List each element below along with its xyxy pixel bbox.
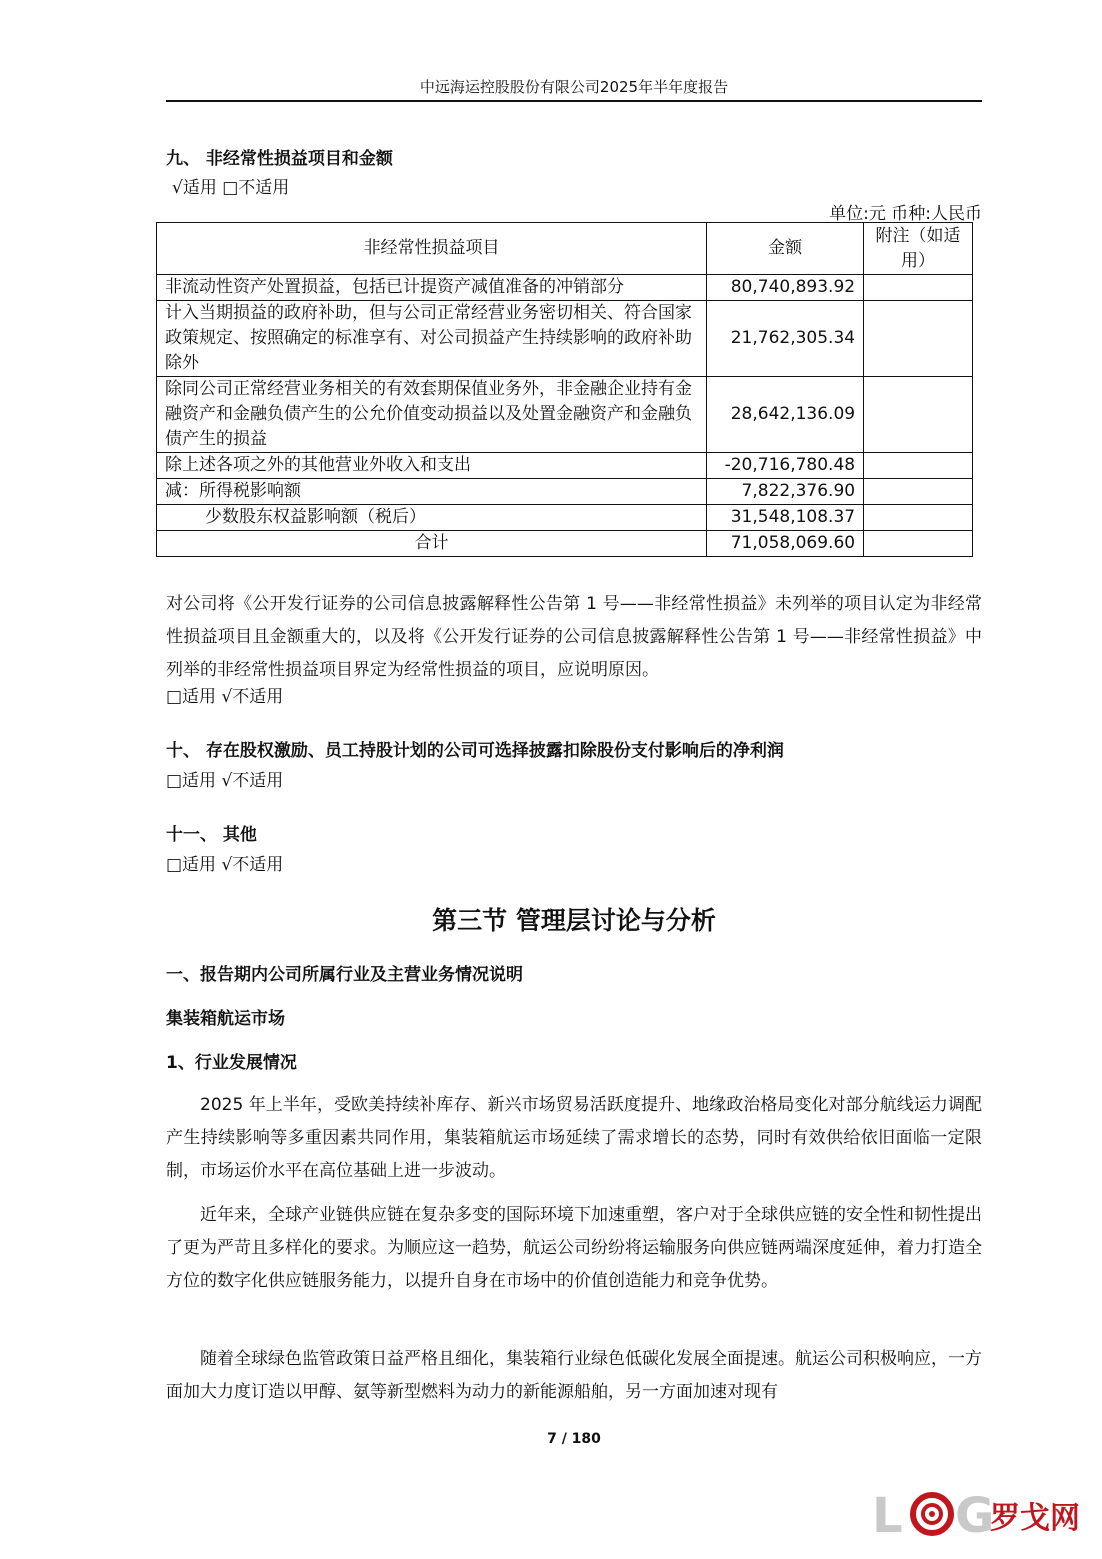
row-item: 除同公司正常经营业务相关的有效套期保值业务外，非金融企业持有金融资产和金融负债产生的公允价值变动损益以及处置金融资产和金融负债产生的损益 <box>157 377 707 453</box>
row-amount: -20,716,780.48 <box>707 453 864 479</box>
col-header-amount: 金额 <box>707 223 864 275</box>
row-amount: 80,740,893.92 <box>707 275 864 301</box>
row-item: 减：所得税影响额 <box>157 479 707 505</box>
unit-line: 单位:元 币种:人民币 <box>829 204 982 224</box>
row-note <box>864 301 973 377</box>
page-number: 7 / 180 <box>547 1431 601 1447</box>
section9-heading: 九、 非经常性损益项目和金额 <box>166 149 393 169</box>
section10-applicability: □适用 √不适用 <box>166 771 284 791</box>
nonrecurring-table <box>156 222 973 557</box>
table-row <box>157 479 973 505</box>
watermark-logo <box>872 1482 1092 1542</box>
col-header-item: 非经常性损益项目 <box>157 223 707 275</box>
sub1-heading: 1、行业发展情况 <box>166 1053 297 1073</box>
row-amount: 31,548,108.37 <box>707 505 864 531</box>
table-total-row <box>157 531 973 557</box>
row-item: 非流动性资产处置损益，包括已计提资产减值准备的冲销部分 <box>157 275 707 301</box>
chapter-title: 第三节 管理层讨论与分析 <box>432 906 716 935</box>
row-note <box>864 531 973 557</box>
note-paragraph: 对公司将《公开发行证券的公司信息披露解释性公告第 1 号——非经常性损益》未列举的项目认定为非经常性损益项目且金额重大的，以及将《公开发行证券的公司信息披露解释性公告第 1 号——非经常性损益》中列举的非经常性损益项目界定为经常性损益的项目，应说明原因。 <box>166 594 982 680</box>
table-header-row <box>157 223 973 275</box>
body-paragraph: 随着全球绿色监管政策日益严格且细化，集装箱行业绿色低碳化发展全面提速。航运公司积极响应，一方面加大力度订造以甲醇、氨等新型燃料为动力的新能源船舶，另一方面加速对现有 <box>166 1349 982 1402</box>
row-note <box>864 453 973 479</box>
section11-applicability: □适用 √不适用 <box>166 855 284 875</box>
row-note <box>864 377 973 453</box>
row-amount: 71,058,069.60 <box>707 531 864 557</box>
watermark-letter-l: L <box>872 1488 903 1542</box>
row-item: 少数股东权益影响额（税后） <box>157 505 707 531</box>
body-paragraph: 近年来，全球产业链供应链在复杂多变的国际环境下加速重塑，客户对于全球供应链的安全性和韧性提出了更为严苛且多样化的要求。为顺应这一趋势，航运公司纷纷将运输服务向供应链两端深度延伸，着力打造全方位的数字化供应链服务能力，以提升自身在市场中的价值创造能力和竞争优势。 <box>166 1205 982 1291</box>
row-note <box>864 479 973 505</box>
row-note <box>864 505 973 531</box>
col-header-note: 附注（如适用） <box>864 223 973 275</box>
table-row <box>157 301 973 377</box>
part1-heading: 一、报告期内公司所属行业及主营业务情况说明 <box>166 965 523 985</box>
body-paragraph: 2025 年上半年，受欧美持续补库存、新兴市场贸易活跃度提升、地缘政治格局变化对部分航线运力调配产生持续影响等多重因素共同作用，集装箱航运市场延续了需求增长的态势，同时有效供给依旧面临一定限制，市场运价水平在高位基础上进一步波动。 <box>166 1095 982 1181</box>
table-row <box>157 377 973 453</box>
market-heading: 集装箱航运市场 <box>166 1009 285 1029</box>
table-row <box>157 275 973 301</box>
section9-applicability: √适用 □不适用 <box>172 178 290 198</box>
page-header: 中远海运控股股份有限公司2025年半年度报告 <box>419 78 729 96</box>
header-rule <box>166 100 982 102</box>
table-row <box>157 453 973 479</box>
section11-heading: 十一、 其他 <box>166 825 257 845</box>
row-item: 合计 <box>157 531 707 557</box>
row-amount: 7,822,376.90 <box>707 479 864 505</box>
row-amount: 28,642,136.09 <box>707 377 864 453</box>
section10-heading: 十、 存在股权激励、员工持股计划的公司可选择披露扣除股份支付影响后的净利润 <box>166 741 784 761</box>
note-applicability: □适用 √不适用 <box>166 687 284 707</box>
row-note <box>864 275 973 301</box>
watermark-text: 罗戈网 <box>990 1501 1080 1536</box>
row-item: 计入当期损益的政府补助，但与公司正常经营业务密切相关、符合国家政策规定、按照确定的标准享有、对公司损益产生持续影响的政府补助除外 <box>157 301 707 377</box>
row-item: 除上述各项之外的其他营业外收入和支出 <box>157 453 707 479</box>
row-amount: 21,762,305.34 <box>707 301 864 377</box>
table-row <box>157 505 973 531</box>
watermark-letter-g: G <box>955 1488 995 1542</box>
watermark-ring-icon <box>913 1495 951 1533</box>
